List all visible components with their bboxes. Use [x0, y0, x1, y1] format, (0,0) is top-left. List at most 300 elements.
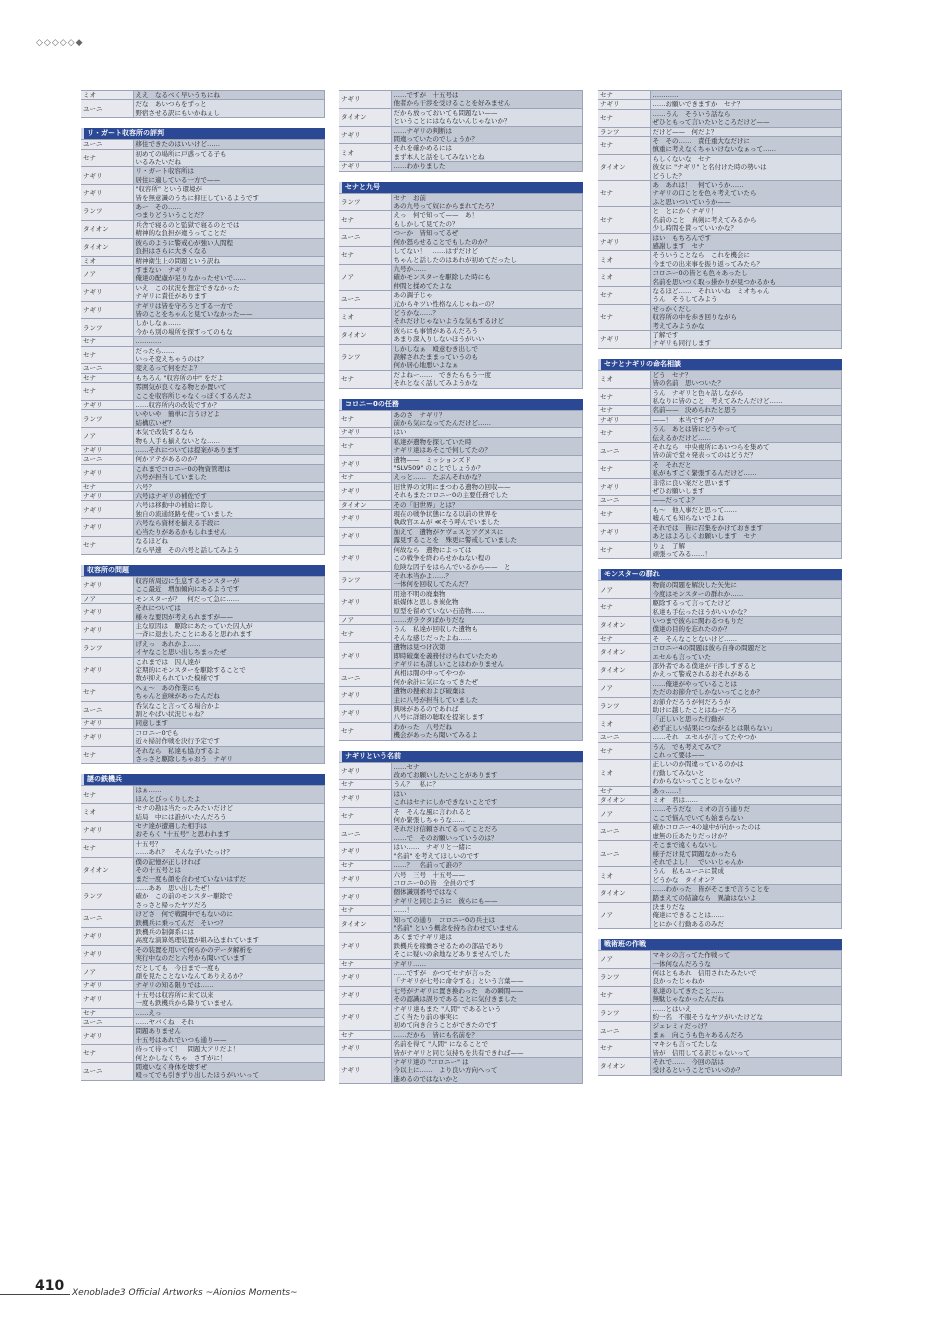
dialogue-row — [339, 473, 583, 482]
dialogue-line: げえっ あれかよ…… — [135, 639, 201, 648]
dialogue-text — [391, 687, 583, 705]
dialogue-line: 行動してみないと — [652, 768, 705, 777]
dialogue-text — [650, 841, 842, 867]
dialogue-line: 何はともあれ 信用されたみたいで — [652, 968, 757, 977]
dialogue-text — [391, 843, 583, 861]
dialogue-text — [650, 304, 842, 330]
dialogue-text — [391, 861, 583, 870]
dialogue-line: 個体識別番号ではなく — [393, 888, 459, 897]
dialogue-line: ……ですが 十五号は — [393, 91, 459, 99]
dialogue-row — [81, 428, 325, 446]
dialogue-row — [339, 455, 583, 473]
speaker-name: セナ — [598, 742, 650, 760]
dialogue-row — [598, 951, 842, 969]
dialogue-line: 私達が遺物を探していた時 — [393, 437, 472, 446]
dialogue-line: それもまたコロニー0の主要任務でした — [393, 491, 509, 500]
speaker-name: ユーニ — [598, 823, 650, 841]
dialogue-text — [650, 581, 842, 599]
dialogue-text — [391, 370, 583, 388]
speaker-name: セナ — [598, 460, 650, 478]
dialogue-line: 受けるということでいいのか？ — [652, 1066, 744, 1075]
dialogue-line: 「ナギリが七号に命令する」という言葉—— — [393, 977, 524, 986]
dialogue-line: 様々な要因が考えられますが—— — [135, 612, 233, 621]
dialogue-line: ナギリ達はあそこで何してたの？ — [393, 446, 491, 455]
speaker-name: ナギリ — [598, 523, 650, 541]
dialogue-row — [339, 108, 583, 126]
speaker-name: ユーニ — [81, 701, 133, 719]
dialogue-text — [391, 669, 583, 687]
speaker-name: セナ — [81, 1008, 133, 1017]
speaker-name: ナギリ — [339, 643, 391, 669]
dialogue-line: 何かアテがあるのか？ — [135, 455, 201, 464]
dialogue-row — [339, 527, 583, 545]
dialogue-line: 変えるって何をだよ？ — [135, 364, 201, 373]
speaker-name: ランツ — [81, 410, 133, 428]
dialogue-row — [598, 760, 842, 786]
dialogue-row — [339, 615, 583, 624]
dialogue-row — [339, 825, 583, 843]
dialogue-line: しかしなぁ 殴意むき出しで — [393, 344, 478, 353]
dialogue-row — [81, 945, 325, 963]
dialogue-line: 考えてみようかな — [652, 321, 705, 330]
dialogue-row — [339, 1040, 583, 1058]
dialogue-line: 今から別の場所を探すってのもな — [135, 327, 233, 336]
speaker-name: ノア — [81, 594, 133, 603]
dialogue-line: ……だから 皆にも名前を？ — [393, 1030, 478, 1039]
speaker-name: ユーニ — [81, 140, 133, 149]
dialogue-line: 良かったじゃねか — [652, 977, 705, 986]
dialogue-row — [339, 370, 583, 388]
dialogue-line: 物も人手も揃えないとな…… — [135, 436, 220, 445]
dialogue-line: 六号なら資材を揃える手段に — [135, 519, 220, 528]
dialogue-line: はぁ…… — [135, 786, 162, 795]
dialogue-line: それなら 中央複所にあいつらを集めて — [652, 443, 770, 452]
dialogue-text — [133, 639, 325, 657]
dialogue-text — [650, 478, 842, 496]
dialogue-row — [81, 822, 325, 840]
dialogue-text — [133, 719, 325, 728]
dialogue-text — [650, 1004, 842, 1022]
dialogue-row — [81, 728, 325, 746]
dialogue-row — [339, 669, 583, 687]
dialogue-row — [339, 428, 583, 437]
dialogue-row — [81, 519, 325, 537]
dialogue-row — [81, 883, 325, 909]
speaker-name: セナ — [598, 986, 650, 1004]
dialogue-line: 初めて向き合うことができたのです — [393, 1021, 498, 1030]
dialogue-line: うん？ 私に？ — [393, 780, 439, 789]
dialogue-line: 約一名 不服そうなヤツがいたけどな — [652, 1013, 763, 1021]
dialogue-line: 何とかしなくちゃ さすがに！ — [135, 1053, 227, 1062]
dialogue-line: コロニー0の皆とも色々あったし — [652, 269, 748, 278]
dialogue-text — [133, 594, 325, 603]
dialogue-line: その十五号とは — [135, 866, 181, 875]
dialogue-row — [339, 807, 583, 825]
speaker-name: ナギリ — [339, 1058, 391, 1084]
dialogue-line: それだけじゃないような気もするけど — [393, 317, 504, 326]
dialogue-line: 私なりに皆のこと 考えてみたんだけど…… — [652, 397, 783, 405]
dialogue-text — [391, 211, 583, 229]
dialogue-text — [133, 140, 325, 149]
speaker-name: ナギリ — [81, 301, 133, 319]
dialogue-text — [650, 233, 842, 251]
speaker-name: ナギリ — [339, 933, 391, 959]
dialogue-row — [339, 410, 583, 428]
dialogue-line: すまない ナギリ — [135, 265, 188, 274]
dialogue-row — [598, 733, 842, 742]
speaker-name: ナギリ — [81, 576, 133, 594]
speaker-name: ノア — [598, 679, 650, 697]
dialogue-line: 六号が担当していました — [135, 473, 207, 482]
dialogue-row — [81, 492, 325, 501]
dialogue-text — [650, 634, 842, 643]
dialogue-line: ………… — [135, 337, 162, 346]
dialogue-line: ……お願いできますか セナ？ — [652, 100, 744, 109]
speaker-name: ナギリ — [339, 545, 391, 571]
dialogue-line: 露見することを 殊更に警戒していました — [393, 536, 517, 545]
dialogue-line: その「旧世界」とは？ — [393, 500, 459, 509]
speaker-name: ナギリ — [339, 510, 391, 528]
dialogue-line: 原型を留めていない石造物…… — [393, 606, 485, 615]
dialogue-line: うん そうしてみよう — [652, 295, 718, 304]
dialogue-line: ここ最近 増加傾向にあるようです — [135, 585, 240, 594]
speaker-name: セナ — [81, 1045, 133, 1063]
dialogue-line: これまでコロニー0の物資管理は — [135, 464, 231, 473]
speaker-name: セナ — [598, 109, 650, 127]
dialogue-row — [339, 906, 583, 915]
dialogue-line: ……そうだな ミオの言う通りだ — [652, 805, 750, 814]
dialogue-line: ナギリに責任があります — [135, 292, 207, 301]
speaker-name: ミオ — [598, 251, 650, 269]
dialogue-line: 彼女に "ナギリ" と名付けた時の勢いは — [652, 163, 767, 172]
dialogue-text — [391, 410, 583, 428]
dialogue-row — [339, 1004, 583, 1030]
dialogue-text — [133, 621, 325, 639]
dialogue-table — [598, 90, 842, 349]
dialogue-section — [598, 569, 842, 929]
dialogue-text — [391, 455, 583, 473]
section-title: ナギリという名前 — [339, 751, 583, 762]
dialogue-line: 皆を無意識のうちに抑圧しているようです — [135, 193, 259, 202]
dialogue-line: どうかな タイオン？ — [652, 875, 718, 884]
dialogue-line: だよねー…… できたらもう一度 — [393, 370, 491, 379]
dialogue-line: 紙媒体と思しき炭化物 — [393, 598, 459, 607]
dialogue-text — [133, 963, 325, 981]
speaker-name: ミオ — [598, 715, 650, 733]
dialogue-line: コロニー0でも — [135, 728, 179, 737]
dialogue-line: 仲間と揉めてたよな — [393, 281, 452, 290]
dialogue-line: 一体何なんだろうな — [652, 959, 711, 968]
dialogue-line: 今以上に…… より良い方向へって — [393, 1066, 498, 1075]
speaker-name: ナギリ — [81, 167, 133, 185]
dialogue-text — [650, 415, 842, 424]
dialogue-text — [133, 1045, 325, 1063]
dialogue-line: 結局 中には誰がいたんだろう — [135, 812, 227, 821]
dialogue-row — [339, 625, 583, 643]
dialogue-line: そ そんな風に言われると — [393, 807, 472, 816]
dialogue-line: これはセナにしかできないことです — [393, 798, 498, 807]
speaker-name: ミオ — [598, 370, 650, 388]
dialogue-text — [133, 537, 325, 555]
dialogue-line: ここで悩んでいても始まらない — [652, 813, 744, 822]
dialogue-text — [133, 482, 325, 491]
dialogue-text — [391, 510, 583, 528]
speaker-name: タイオン — [598, 796, 650, 805]
dialogue-row — [339, 229, 583, 247]
dialogue-text — [133, 410, 325, 428]
dialogue-row — [339, 870, 583, 888]
dialogue-line: だけど—— 何だよ？ — [652, 127, 718, 136]
dialogue-line: 確か この前のモンスター駆除で — [135, 892, 233, 901]
dialogue-table — [81, 785, 325, 1080]
dialogue-line: コロニー4の問題は彼ら自身の問題だと — [652, 644, 768, 653]
dialogue-section — [339, 399, 583, 741]
dialogue-line: 皆の前で堂々発表ってのはどうだ？ — [652, 451, 757, 460]
dialogue-row — [339, 861, 583, 870]
dialogue-row — [81, 203, 325, 221]
dialogue-line: それでは 皆に召集をかけておきます — [652, 523, 763, 532]
section-title: モンスターの群れ — [598, 569, 842, 580]
speaker-name: タイオン — [81, 857, 133, 883]
speaker-name: セナ — [598, 91, 650, 100]
speaker-name: ノア — [81, 265, 133, 283]
dialogue-row — [81, 1018, 325, 1027]
dialogue-row — [339, 959, 583, 968]
dialogue-line: リ・ガート収容所は — [135, 167, 194, 176]
dialogue-line: ……とはいえ — [652, 1004, 692, 1013]
dialogue-line: ——だってよ？ — [652, 496, 698, 505]
dialogue-text — [391, 807, 583, 825]
speaker-name: ユーニ — [339, 669, 391, 687]
speaker-name: セナ — [339, 211, 391, 229]
dialogue-line: ……ヤバくね それ — [135, 1018, 194, 1026]
dialogue-row — [598, 523, 842, 541]
dialogue-row — [339, 888, 583, 906]
speaker-name: セナ — [339, 780, 391, 789]
dialogue-line: ……セナ — [393, 762, 420, 771]
dialogue-line: 現在の戦争状態になる以前の世界を — [393, 510, 498, 519]
dialogue-text — [133, 990, 325, 1008]
dialogue-text — [133, 149, 325, 167]
dialogue-text — [650, 616, 842, 634]
dialogue-text — [391, 589, 583, 615]
dialogue-row — [81, 1045, 325, 1063]
dialogue-line: 機会があったら聞いてみるよ — [393, 731, 478, 740]
column-left — [81, 90, 325, 1091]
dialogue-line: ナギリの知る限りでは…… — [135, 981, 214, 990]
dialogue-row — [598, 505, 842, 523]
dialogue-line: えっと…… たぶんそれかな？ — [393, 473, 485, 482]
dialogue-line: 雰囲気が良くなる物とか置いて — [135, 383, 227, 392]
dialogue-line: ……俺達がやっていることは — [652, 679, 737, 688]
speaker-name: ユーニ — [81, 100, 133, 118]
dialogue-row — [339, 589, 583, 615]
page-number: 410 — [35, 1278, 65, 1294]
dialogue-row — [81, 927, 325, 945]
dialogue-line: 野宿させる訳にもいかねぇし — [135, 108, 220, 117]
dialogue-line: 十五号は収容所に来て以来 — [135, 990, 214, 999]
speaker-name: ナギリ — [339, 428, 391, 437]
dialogue-line: はい — [393, 428, 407, 437]
dialogue-text — [391, 193, 583, 211]
dialogue-line: いっそ変えちゃうのは？ — [135, 354, 207, 363]
dialogue-line: 無駄じゃなかったんだね — [652, 995, 724, 1004]
dialogue-line: 虚無の丘あたりだっけか？ — [652, 831, 731, 840]
dialogue-line: 用途不明の廃棄物 — [393, 589, 446, 598]
dialogue-line: なるほどね — [135, 537, 168, 546]
dialogue-text — [650, 1022, 842, 1040]
dialogue-line: ナギリと同じように 彼らにも—— — [393, 896, 498, 905]
dialogue-row — [81, 100, 325, 118]
dialogue-row — [81, 639, 325, 657]
dialogue-row — [598, 425, 842, 443]
speaker-name: ナギリ — [339, 687, 391, 705]
speaker-name: セナ — [339, 625, 391, 643]
dialogue-text — [391, 144, 583, 162]
dialogue-text — [650, 1040, 842, 1058]
speaker-name: ナギリ — [81, 728, 133, 746]
speaker-name: ランツ — [81, 639, 133, 657]
dialogue-text — [391, 545, 583, 571]
dialogue-text — [650, 885, 842, 903]
dialogue-text — [391, 888, 583, 906]
dialogue-row — [81, 746, 325, 764]
speaker-name: ナギリ — [81, 927, 133, 945]
dialogue-text — [391, 571, 583, 589]
dialogue-line: これまでは 囚人達が — [135, 657, 201, 666]
dialogue-line: と とにかくナギリ！ — [652, 207, 718, 216]
dialogue-line: はい — [393, 789, 407, 798]
dialogue-line: 今度はモンスターの群れか…… — [652, 589, 744, 598]
dialogue-row — [339, 1030, 583, 1039]
dialogue-text — [133, 839, 325, 857]
dialogue-text — [391, 344, 583, 370]
dialogue-row — [339, 308, 583, 326]
dialogue-row — [598, 634, 842, 643]
dialogue-line: 確かコロニー4の連中が向かったのは — [652, 823, 761, 832]
dialogue-line: 八号に詳細の聴取を提案します — [393, 713, 485, 722]
dialogue-line: 同意します — [135, 719, 168, 728]
dialogue-line: ぜひともって言いたいところだけど—— — [652, 118, 770, 127]
speaker-name: セナ — [81, 373, 133, 382]
speaker-name: セナ — [339, 370, 391, 388]
dialogue-line: 一度も鉄機兵から降りていません — [135, 999, 233, 1008]
dialogue-line: おそらく "十五号" と思われます — [135, 830, 231, 839]
dialogue-text — [650, 599, 842, 617]
speaker-name: ノア — [81, 963, 133, 981]
dialogue-line: ここを収容所じゃなくっぽくするんだよ — [135, 391, 253, 400]
dialogue-row — [598, 805, 842, 823]
speaker-name: セナ — [81, 683, 133, 701]
dialogue-line: うん でも考えてみて？ — [652, 742, 724, 751]
dialogue-row — [339, 193, 583, 211]
dialogue-line: りょ 了解 — [652, 541, 685, 550]
dialogue-line: 遺物—— ミッションズド — [393, 455, 472, 464]
dialogue-text — [391, 500, 583, 509]
speaker-name: ナギリ — [339, 843, 391, 861]
dialogue-row — [81, 383, 325, 401]
dialogue-line: 実行中なのだと六号から聞いています — [135, 954, 246, 963]
dialogue-row — [598, 1040, 842, 1058]
speaker-name: ミオ — [81, 91, 133, 100]
dialogue-text — [133, 804, 325, 822]
speaker-name: ミオ — [598, 867, 650, 885]
speaker-name: セナ — [598, 181, 650, 207]
dialogue-text — [650, 742, 842, 760]
speaker-name: ランツ — [81, 203, 133, 221]
speaker-name: ナギリ — [81, 185, 133, 203]
dialogue-row — [81, 410, 325, 428]
dialogue-table — [598, 580, 842, 929]
dialogue-line: そ その…… 責任重大なだけに — [652, 137, 750, 146]
speaker-name: ノア — [81, 428, 133, 446]
speaker-name: セナ — [339, 861, 391, 870]
dialogue-line: 部外者である僕達が干渉しすぎると — [652, 661, 757, 670]
dialogue-text — [133, 1063, 325, 1081]
dialogue-text — [133, 337, 325, 346]
speaker-name: セナ — [81, 746, 133, 764]
dialogue-row — [81, 1027, 325, 1045]
speaker-name: ナギリ — [339, 968, 391, 986]
dialogue-line: どうした？ — [652, 171, 685, 180]
dialogue-row — [81, 537, 325, 555]
speaker-name: ナギリ — [81, 657, 133, 683]
dialogue-line: はい もちろんです — [652, 233, 711, 242]
dialogue-line: だとしても 今日まで一度も — [135, 963, 220, 972]
speaker-name: ナギリ — [81, 401, 133, 410]
dialogue-line: "収容所" という環境が — [135, 185, 203, 194]
dialogue-row — [81, 464, 325, 482]
dialogue-row — [339, 780, 583, 789]
page-decoration: ◇◇◇◇◇◆ — [36, 38, 84, 48]
dialogue-text — [650, 207, 842, 233]
dialogue-line: 居住に適している一方で—— — [135, 175, 220, 184]
speaker-name: セナ — [598, 786, 650, 795]
dialogue-line: 感謝します セナ — [652, 241, 705, 250]
speaker-name: セナ — [598, 505, 650, 523]
speaker-name: セナ — [598, 425, 650, 443]
dialogue-text — [391, 91, 583, 109]
dialogue-text — [133, 283, 325, 301]
dialogue-line: 頑張ってみる……！ — [652, 549, 711, 558]
dialogue-row — [81, 604, 325, 622]
dialogue-row — [81, 346, 325, 364]
dialogue-row — [81, 319, 325, 337]
dialogue-text — [391, 870, 583, 888]
speaker-name: ユーニ — [598, 841, 650, 867]
speaker-name: ランツ — [339, 193, 391, 211]
speaker-name: セナ — [81, 786, 133, 804]
dialogue-row — [339, 144, 583, 162]
dialogue-line: 高度な演算処理装置が組み込まれています — [135, 936, 259, 945]
dialogue-row — [598, 478, 842, 496]
speaker-name: セナ — [339, 473, 391, 482]
dialogue-line: 九号か…… — [393, 264, 426, 273]
dialogue-row — [598, 269, 842, 287]
section-title: リ・ガート収容所の評判 — [81, 128, 325, 139]
dialogue-line: ただのお節介でしかないってことか？ — [652, 688, 763, 697]
dialogue-row — [598, 496, 842, 505]
dialogue-line: 問題ありません — [135, 1027, 181, 1036]
dialogue-row — [339, 510, 583, 528]
dialogue-text — [650, 697, 842, 715]
dialogue-line: してない！ ……はずだけど — [393, 247, 478, 256]
dialogue-row — [598, 697, 842, 715]
dialogue-line: イヤなこと思い出しちまったぜ — [135, 648, 227, 657]
dialogue-line: 様子だけ見て問題なかったら — [652, 849, 737, 858]
dialogue-line: なら早速 その六号と話してみよう — [135, 545, 240, 554]
dialogue-line: 顔を見たことないなんてありえるか？ — [135, 971, 246, 980]
